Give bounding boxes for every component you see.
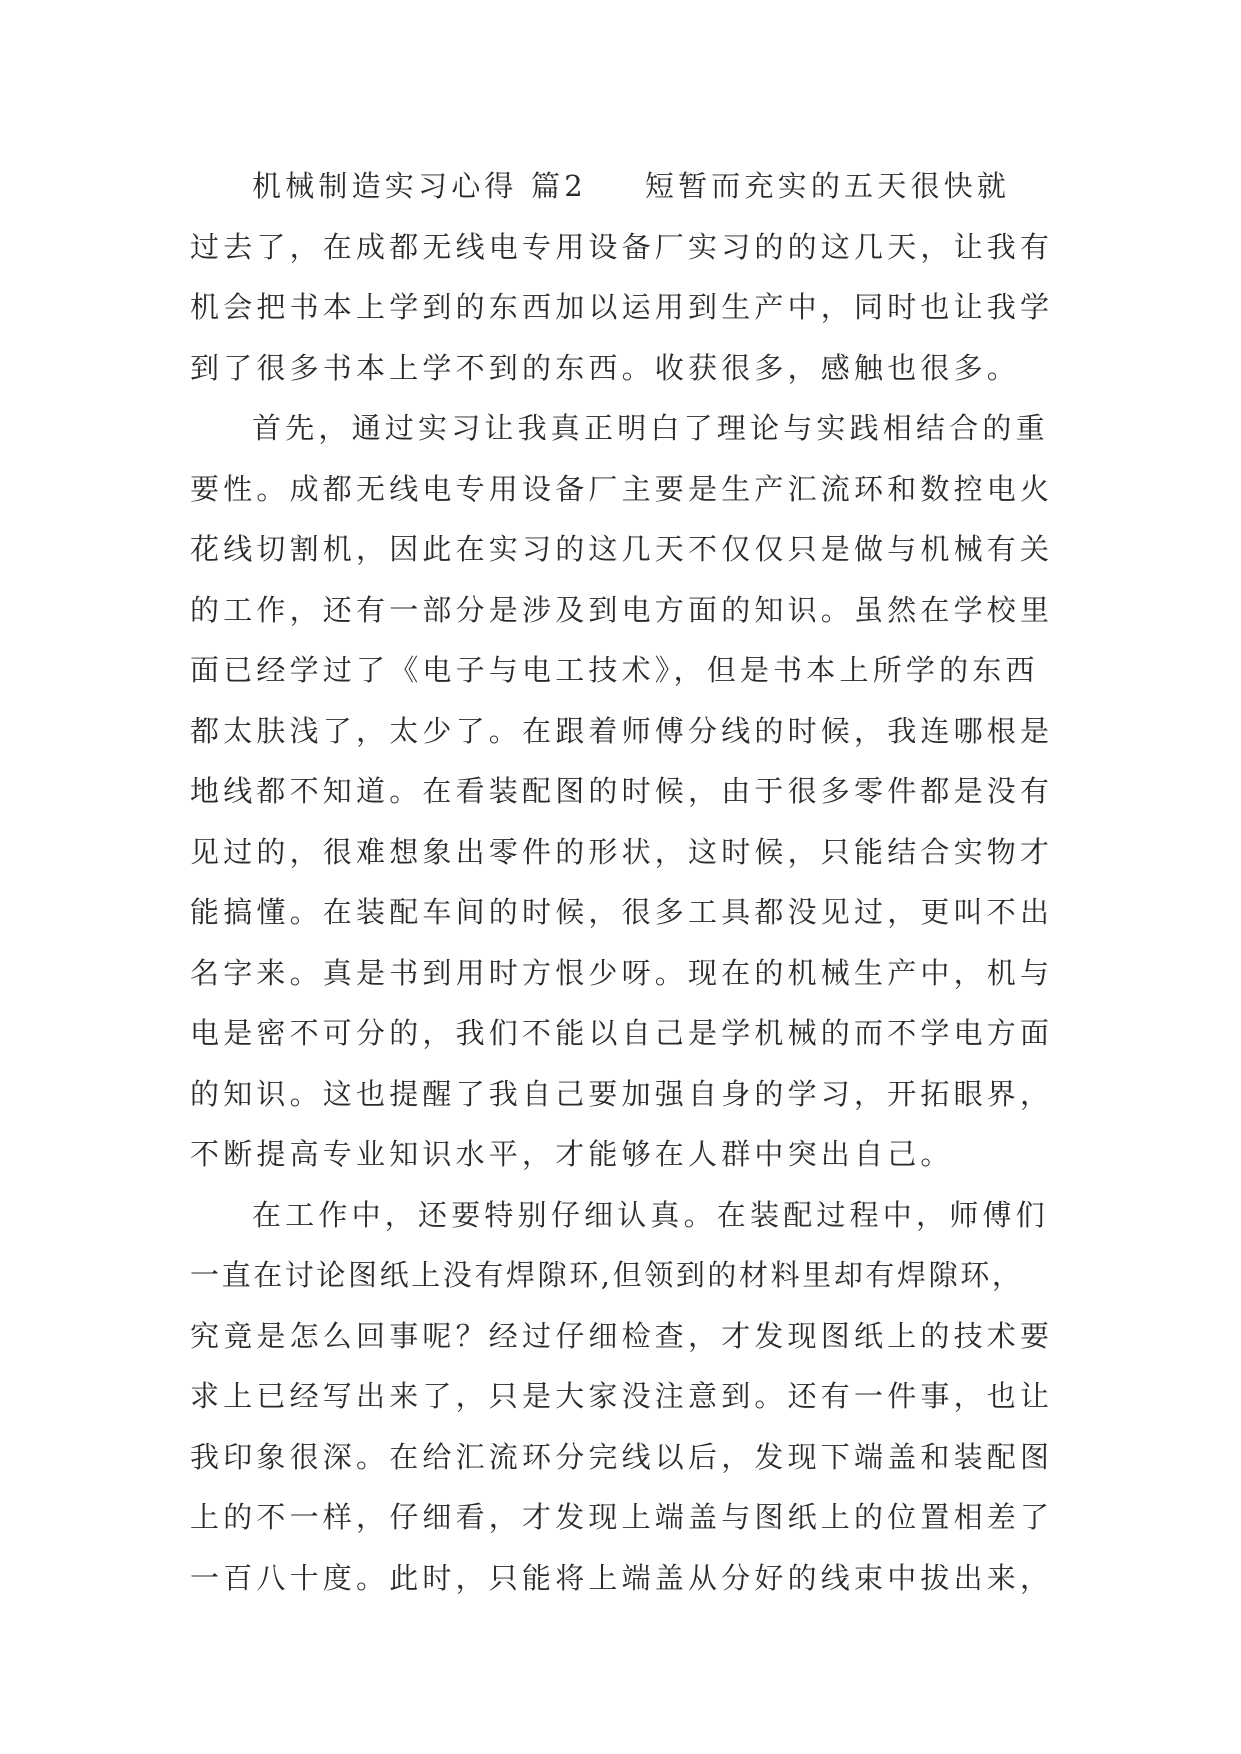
- paragraph-3-line-3: 究竟是怎么回事呢？经过仔细检查，才发现图纸上的技术要: [190, 1318, 1054, 1353]
- paragraph-2-line-6: 都太肤浅了，太少了。在跟着师傅分线的时候，我连哪根是: [190, 713, 1054, 748]
- paragraph-2-line-13: 不断提高专业知识水平，才能够在人群中突出自己。: [190, 1137, 954, 1171]
- paragraph-2-line-9: 能搞懂。在装配车间的时候，很多工具都没见过，更叫不出: [190, 895, 1054, 929]
- paragraph-2-line-4: 的工作，还有一部分是涉及到电方面的知识。虽然在学校里: [190, 592, 1054, 627]
- paragraph-3-line-4: 求上已经写出来了，只是大家没注意到。还有一件事，也让: [190, 1379, 1054, 1413]
- paragraph-3-line-6: 上的不一样，仔细看，才发现上端盖与图纸上的位置相差了: [190, 1500, 1054, 1534]
- document-body: [190, 156, 1054, 1608]
- paragraph-3-line-2: 一直在讨论图纸上没有焊隙环,但领到的材料里却有焊隙环，: [190, 1258, 1024, 1292]
- paragraph-2-line-5: 面已经学过了《电子与电工技术》，但是书本上所学的东西: [190, 653, 1039, 687]
- paragraph-1-line-4: 到了很多书本上学不到的东西。收获很多，感触也很多。: [190, 350, 1021, 385]
- paragraph-2-line-10: 名字来。真是书到用时方恨少呀。现在的机械生产中，机与: [190, 955, 1054, 990]
- paragraph-2-line-12: 的知识。这也提醒了我自己要加强自身的学习，开拓眼界，: [190, 1076, 1054, 1111]
- paragraph-1-line-1-text: 短暂而充实的五天很快就: [644, 169, 1011, 203]
- paragraph-3-line-1: 在工作中，还要特别仔细认真。在装配过程中，师傅们: [252, 1197, 1049, 1232]
- paragraph-1-line-1: [190, 156, 1050, 217]
- paragraph-2-line-8: 见过的，很难想象出零件的形状，这时候，只能结合实物才: [190, 834, 1054, 869]
- paragraph-2-line-7: 地线都不知道。在看装配图的时候，由于很多零件都是没有: [190, 774, 1054, 808]
- paragraph-1-line-2: 过去了，在成都无线电专用设备厂实习的的这几天，让我有: [190, 229, 1054, 264]
- paragraph-3-line-7: 一百八十度。此时，只能将上端盖从分好的线束中拔出来，: [190, 1560, 1054, 1595]
- paragraph-1-line-3: 机会把书本上学到的东西加以运用到生产中，同时也让我学: [190, 290, 1054, 324]
- paragraph-3-line-5: 我印象很深。在给汇流环分完线以后，发现下端盖和装配图: [190, 1439, 1054, 1474]
- paragraph-2-line-1: 首先，通过实习让我真正明白了理论与实践相结合的重: [252, 411, 1049, 445]
- document-heading: 机械制造实习心得 篇2: [252, 169, 587, 203]
- paragraph-2-line-11: 电是密不可分的，我们不能以自己是学机械的而不学电方面: [190, 1016, 1054, 1050]
- paragraph-2-line-2: 要性。成都无线电专用设备厂主要是生产汇流环和数控电火: [190, 471, 1054, 506]
- paragraph-2-line-3: 花线切割机，因此在实习的这几天不仅仅只是做与机械有关: [190, 532, 1054, 566]
